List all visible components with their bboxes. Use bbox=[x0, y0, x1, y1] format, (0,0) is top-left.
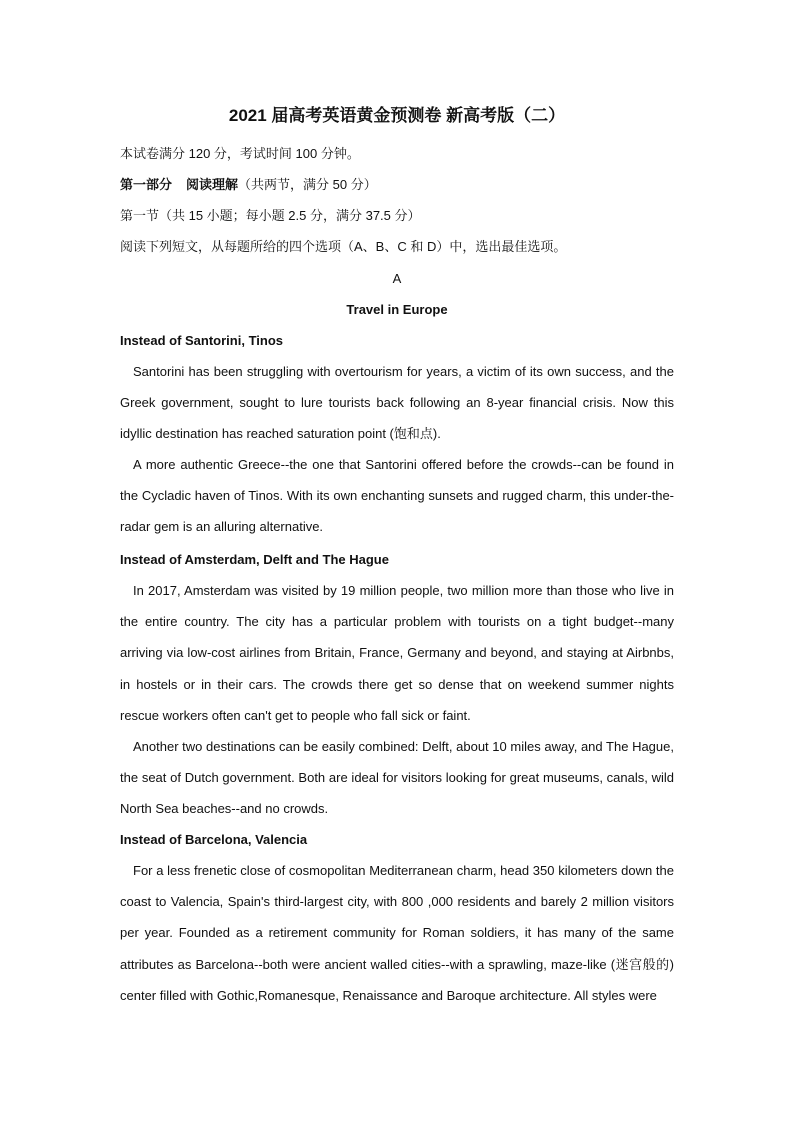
section-heading: Instead of Barcelona, Valencia bbox=[120, 832, 308, 847]
paragraph: In 2017, Amsterdam was visited by 19 million people, two million more than those who live in the entire country. The city has a particular problem with tourists on a tight budget--many arriving via low-cost airlines from Britain, France, Germany and beyond, and staying at Airbnbs, in hostels or in their cars. The crowds there get so dense that on weekend summer nights rescue workers often can't get to people who fall sick or faint. bbox=[120, 583, 674, 723]
part-title: 阅读理解 bbox=[186, 177, 239, 192]
part-one-line bbox=[120, 175, 680, 195]
passage-title: Travel in Europe bbox=[346, 302, 448, 317]
exam-intro: 本试卷满分 120 分，考试时间 100 分钟。 bbox=[120, 146, 360, 161]
section-heading: Instead of Amsterdam, Delft and The Hague bbox=[120, 552, 389, 567]
part-note: （共两节，满分 50 分） bbox=[238, 177, 377, 192]
part-heading: 第一部分 bbox=[120, 177, 173, 192]
passage-letter: A bbox=[392, 271, 402, 286]
section-heading: Instead of Santorini, Tinos bbox=[120, 333, 283, 348]
paragraph: For a less frenetic close of cosmopolitan Mediterranean charm, head 350 kilometers down the coast to Valencia, Spain's third-largest city, with 800 ,000 residents and barely 2 million visitors per year. Founded as a retirement community for Roman soldiers, it has many of the same attributes as Barcelona--both were ancient walled cities--with a sprawling, maze-like (迷宫般的) center filled with Gothic,Romanesque, Renaissance and Baroque architecture. All styles were bbox=[120, 863, 674, 1003]
section-one-line: 第一节（共 15 小题；每小题 2.5 分，满分 37.5 分） bbox=[120, 208, 421, 223]
paragraph: Santorini has been struggling with overtourism for years, a victim of its own success, and the Greek government, sought to lure tourists back following an 8-year financial crisis. Now this idyllic destination has reached saturation point (饱和点). bbox=[120, 364, 674, 442]
paragraph: Another two destinations can be easily combined: Delft, about 10 miles away, and The Hague, the seat of Dutch government. Both are ideal for visitors looking for great museums, canals, wild North Sea beaches--and no crowds. bbox=[120, 739, 674, 817]
paragraph: A more authentic Greece--the one that Santorini offered before the crowds--can be found in the Cycladic haven of Tinos. With its own enchanting sunsets and rugged charm, this under-the-radar gem is an alluring alternative. bbox=[120, 457, 674, 535]
reading-instructions: 阅读下列短文，从每题所给的四个选项（A、B、C 和 D）中，选出最佳选项。 bbox=[120, 239, 567, 254]
exam-title: 2021 届高考英语黄金预测卷 新高考版（二） bbox=[228, 106, 566, 125]
